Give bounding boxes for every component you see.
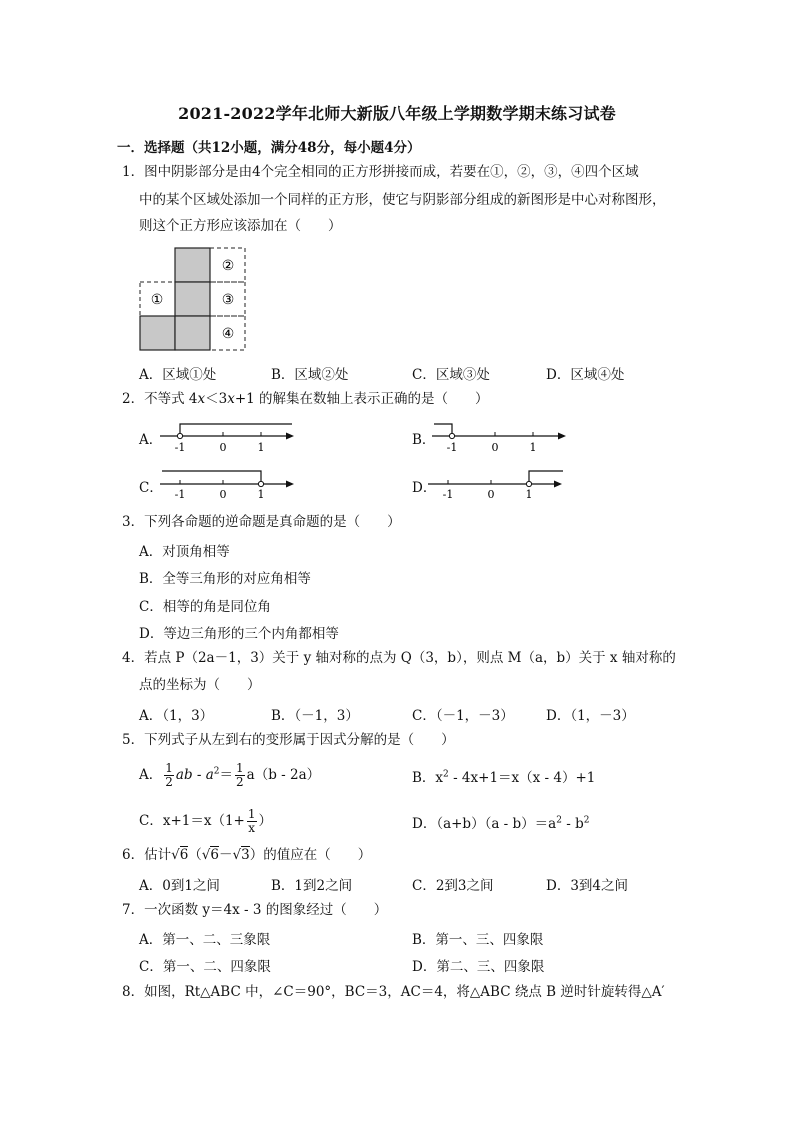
q1-option-a[interactable]: A．区域①处 (139, 367, 217, 383)
q2-number-line-b[interactable] (432, 420, 567, 456)
q5-option-a[interactable] (139, 762, 320, 789)
q6-radicand-1: 6 (179, 847, 189, 863)
q3-option-b[interactable]: B．全等三角形的对应角相等 (139, 571, 311, 587)
q3-option-d[interactable]: D．等边三角形的三个内角都相等 (139, 626, 339, 642)
q5-a-mid: ab - a (175, 767, 214, 783)
q2-option-a-letter[interactable]: A． (139, 432, 163, 448)
q2-var-x-1: x (197, 391, 206, 407)
region-3-label: ③ (221, 292, 235, 308)
q4-option-d[interactable]: D．（1，－3） (546, 708, 635, 724)
q1-square-figure (138, 246, 250, 352)
tick-label-0: 0 (219, 488, 227, 501)
frac-denominator: x (248, 821, 256, 835)
frac-denominator: 2 (165, 775, 173, 789)
region-4-label: ④ (221, 326, 235, 342)
q1-line-1: 1．图中阴影部分是由4个完全相同的正方形拼接而成，若要在①，②，③，④四个区域 (122, 164, 639, 180)
q6-radicand-3: 3 (241, 847, 250, 863)
q5-a-prefix: A． (139, 767, 163, 783)
q5-a-fraction-2 (235, 762, 245, 789)
q2-var-x-2: x (227, 391, 235, 407)
q6-stem-pre: 6．估计 (122, 847, 172, 863)
shaded-square-middle (175, 282, 210, 316)
q2-number-line-d[interactable] (428, 466, 566, 502)
q2-stem-part-2: ＜3 (205, 391, 228, 407)
q1-line-3: 则这个正方形应该添加在（ ） (139, 218, 342, 234)
q5-a-tail: a（b - 2a） (246, 767, 321, 783)
frac-numerator: 1 (247, 807, 256, 821)
q6-option-a[interactable]: A．0到1之间 (139, 878, 220, 894)
frac-numerator: 1 (165, 761, 173, 775)
q1-option-c[interactable]: C．区域③处 (412, 367, 490, 383)
q5-d-mid: - b (561, 816, 584, 832)
q6-stem-post: ）的值应在（ ） (249, 847, 372, 863)
tick-label-neg1: -1 (174, 488, 186, 501)
section-heading: 一．选择题（共12小题，满分48分，每小题4分） (117, 140, 421, 156)
tick-label-1: 1 (529, 441, 537, 454)
q4-line-2: 点的坐标为（ ） (139, 677, 261, 693)
q5-d-text: D．（a+b）（a - b）＝a (412, 816, 557, 832)
q5-a-eq: ＝ (219, 767, 234, 783)
tick-label-neg1: -1 (442, 488, 454, 501)
q6-option-d[interactable]: D．3到4之间 (546, 878, 629, 894)
q2-option-b-letter[interactable]: B． (412, 432, 436, 448)
q5-a-exp: 2 (213, 766, 220, 777)
shaded-square-bottom-middle (175, 316, 210, 350)
q5-c-close: ） (258, 813, 272, 829)
q5-c-text: C．x+1＝x（1+ (139, 813, 245, 829)
q4-option-a[interactable]: A．（1，3） (139, 708, 214, 724)
tick-label-1: 1 (257, 488, 265, 501)
q4-option-c[interactable]: C．（－1，－3） (412, 708, 514, 724)
shaded-square-top (175, 248, 210, 282)
q2-stem-part-3: +1 的解集在数轴上表示正确的是（ ） (234, 391, 489, 407)
q5-stem: 5．下列式子从左到右的变形属于因式分解的是（ ） (122, 732, 455, 748)
tick-label-neg1: -1 (446, 441, 458, 454)
tick-label-1: 1 (525, 488, 533, 501)
tick-label-0: 0 (491, 441, 499, 454)
q2-number-line-a[interactable] (160, 420, 295, 456)
q1-option-b[interactable]: B．区域②处 (271, 367, 349, 383)
sqrt-sign-icon: √ (171, 847, 180, 863)
q8-line-1: 8．如图，Rt△ABC 中，∠C＝90°，BC＝3，AC＝4，将△ABC 绕点 B 逆时针旋转得△A′ (122, 984, 665, 1000)
frac-denominator: 2 (236, 775, 244, 789)
page-title: 2021-2022学年北师大新版八年级上学期数学期末练习试卷 (178, 104, 616, 123)
q3-option-c[interactable]: C．相等的角是同位角 (139, 599, 271, 615)
q4-option-b[interactable]: B．（－1，3） (271, 708, 359, 724)
q7-option-c[interactable]: C．第一、二、四象限 (139, 959, 271, 975)
q4-line-1: 4．若点 P（2a－1，3）关于 y 轴对称的点为 Q（3，b），则点 M（a，b）关于 x 轴对称的 (122, 650, 676, 666)
q2-option-c-letter[interactable]: C． (139, 480, 163, 496)
q2-option-d-letter[interactable]: D． (412, 480, 437, 496)
tick-label-0: 0 (487, 488, 495, 501)
q7-option-d[interactable]: D．第二、三、四象限 (412, 959, 545, 975)
q5-c-fraction (247, 808, 257, 835)
q5-a-fraction-1 (164, 762, 174, 789)
q6-option-c[interactable]: C．2到3之间 (412, 878, 494, 894)
q5-b-exp: 2 (443, 769, 449, 780)
q6-stem (122, 846, 371, 864)
q7-stem: 7．一次函数 y＝4x - 3 的图象经过（ ） (122, 902, 388, 918)
q6-radicand-2: 6 (210, 847, 219, 863)
q5-b-text: B．x (412, 770, 444, 786)
q7-option-b[interactable]: B．第一、三、四象限 (412, 932, 544, 948)
region-1-label: ① (150, 292, 164, 308)
q1-line-2: 中的某个区域处添加一个同样的正方形，使它与阴影部分组成的新图形是中心对称图形， (139, 192, 666, 208)
q5-b-tail: - 4x+1＝x（x - 4）+1 (448, 770, 596, 786)
q5-option-d[interactable] (412, 812, 589, 832)
q2-number-line-c[interactable] (160, 466, 295, 502)
sqrt-sign-icon: √ (201, 847, 211, 863)
q2-stem (122, 390, 489, 408)
q5-option-c[interactable] (139, 808, 272, 835)
q1-option-d[interactable]: D．区域④处 (546, 367, 625, 383)
region-2-label: ② (221, 258, 235, 274)
q2-stem-part-1: 2．不等式 4 (122, 391, 198, 407)
q3-option-a[interactable]: A．对顶角相等 (139, 544, 230, 560)
frac-numerator: 1 (236, 761, 244, 775)
tick-label-neg1: -1 (174, 441, 186, 454)
q6-open-paren: （ (188, 847, 202, 863)
q6-minus: － (219, 847, 233, 863)
q6-option-b[interactable]: B．1到2之间 (271, 878, 353, 894)
q5-d-exp-2: 2 (583, 815, 590, 826)
tick-label-1: 1 (257, 441, 265, 454)
q3-stem: 3．下列各命题的逆命题是真命题的是（ ） (122, 514, 401, 530)
q7-option-a[interactable]: A．第一、二、三象限 (139, 932, 271, 948)
shaded-square-bottom-left (140, 316, 175, 350)
tick-label-0: 0 (219, 441, 227, 454)
q5-option-b[interactable] (412, 766, 595, 786)
q5-d-exp-1: 2 (556, 815, 562, 826)
sqrt-sign-icon: √ (232, 847, 242, 863)
